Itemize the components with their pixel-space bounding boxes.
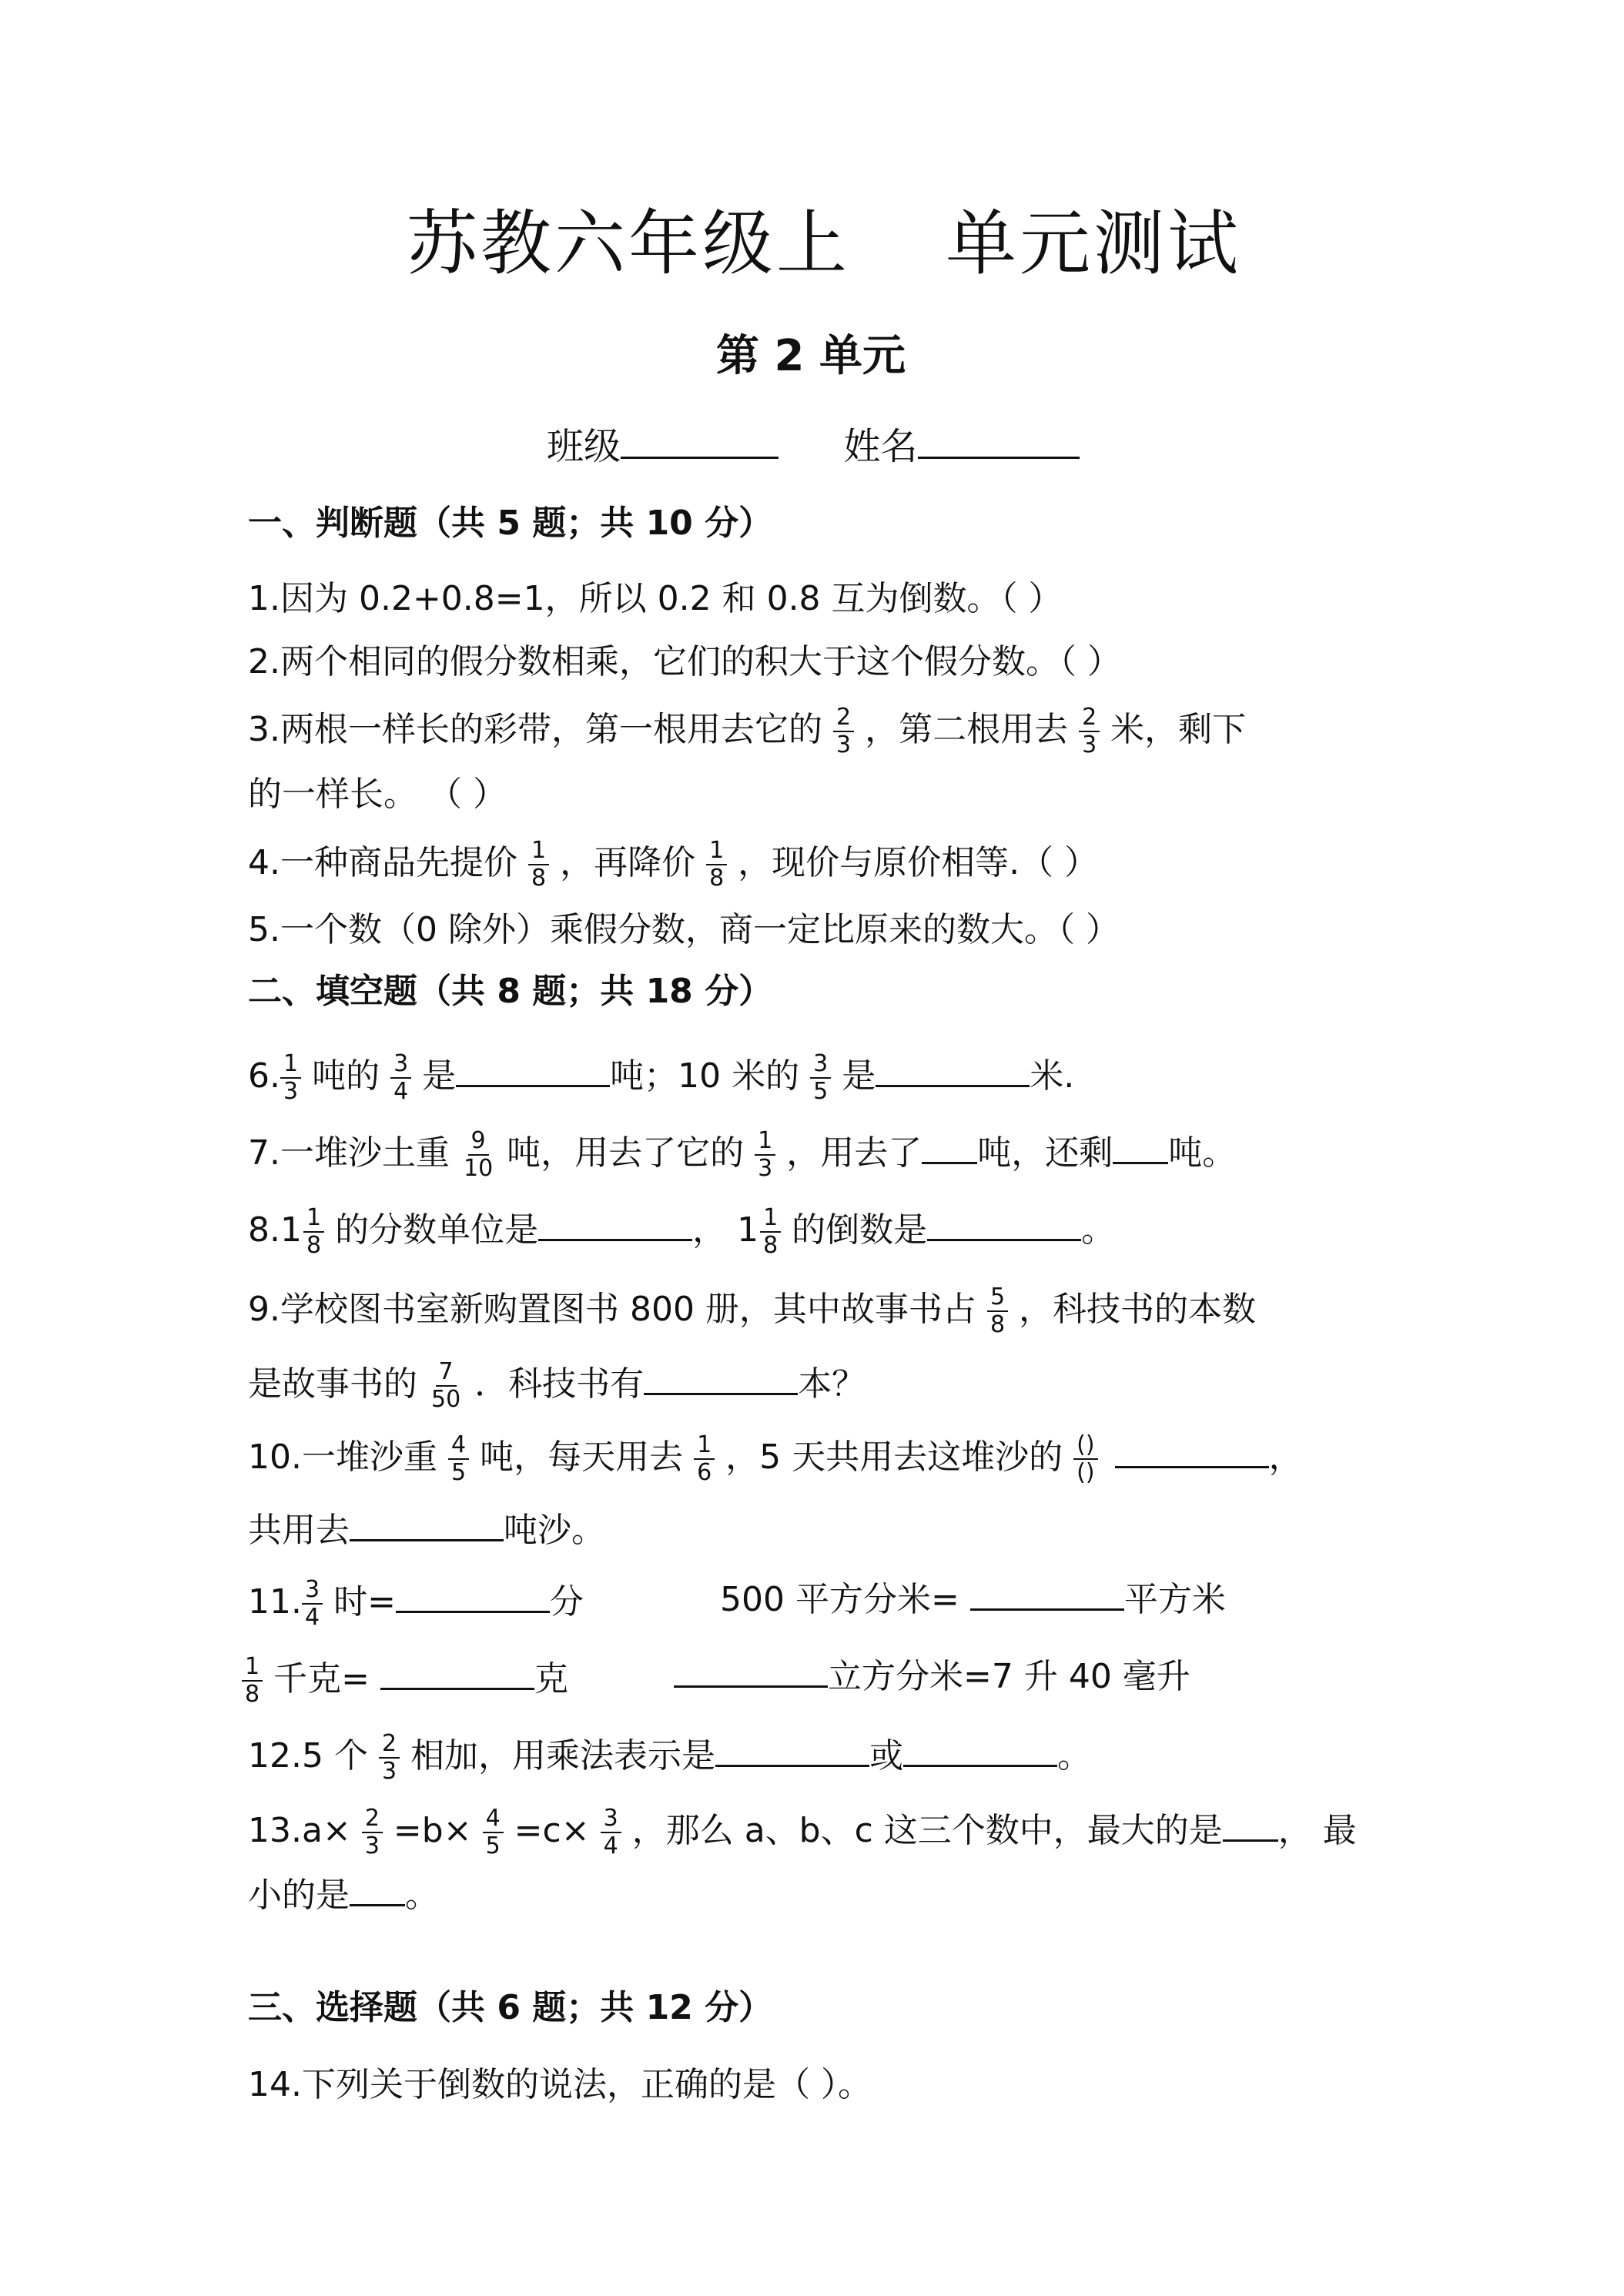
fraction	[362, 1806, 383, 1859]
fraction	[280, 1051, 301, 1105]
numerator: 1	[760, 1205, 781, 1233]
q9-text-c: 是故事书的	[248, 1364, 417, 1404]
denominator: ()	[1077, 1459, 1095, 1486]
q3-text-c: 米，剩下	[1110, 710, 1247, 749]
q13-text-a: 13.a×	[248, 1811, 351, 1850]
q10-text-c: ，5 天共用去这堆沙的	[725, 1438, 1063, 1477]
q11-text-a: 11.	[248, 1582, 302, 1622]
q4-text-b: ，再降价	[560, 843, 696, 882]
denominator: 8	[989, 1311, 1006, 1338]
q10-text-e: 共用去	[248, 1511, 350, 1550]
denominator: 5	[450, 1459, 467, 1486]
fraction	[379, 1731, 400, 1785]
answer-blank[interactable]	[922, 1131, 977, 1164]
question-11	[248, 1577, 584, 1631]
answer-blank[interactable]	[456, 1054, 610, 1087]
q11-text-c: 分	[549, 1582, 584, 1622]
fraction	[601, 1806, 621, 1859]
question-9-cont	[248, 1359, 866, 1413]
question-11-mass	[242, 1654, 568, 1708]
denominator: 50	[431, 1386, 461, 1413]
q7-text-b: 吨，用去了它的	[507, 1133, 745, 1173]
question-13-cont	[248, 1873, 439, 1919]
question-8	[248, 1205, 1115, 1259]
numerator: 1	[694, 1432, 715, 1460]
q12-text-c: 或	[869, 1736, 904, 1776]
q8-text-e: 。	[1081, 1210, 1116, 1250]
denominator: 5	[485, 1832, 501, 1859]
q3-text-a: 3.两根一样长的彩带，第一根用去它的	[248, 710, 822, 749]
answer-blank[interactable]	[715, 1734, 869, 1767]
q13-text-c: =c×	[514, 1811, 590, 1850]
fraction	[460, 1128, 496, 1182]
answer-blank[interactable]	[644, 1362, 798, 1395]
numerator: 7	[436, 1359, 457, 1387]
answer-blank[interactable]	[876, 1054, 1030, 1087]
q13-text-d: ，那么 a、b、c 这三个数中，最大的是	[631, 1811, 1223, 1850]
q8-text-d: 的倒数是	[792, 1210, 928, 1250]
class-name-line	[547, 423, 1080, 470]
denominator: 8	[709, 865, 725, 892]
question-2: 2.两个相同的假分数相乘，它们的积大于这个假分数。（ ）	[248, 642, 1121, 681]
answer-blank[interactable]	[350, 1873, 405, 1906]
answer-blank[interactable]	[538, 1208, 692, 1241]
q10-text-d: ，	[1268, 1438, 1303, 1477]
question-13	[248, 1806, 1357, 1859]
q10-text-f: 吨沙。	[504, 1511, 605, 1550]
q13-text-f: 小的是	[248, 1876, 350, 1915]
fraction	[448, 1432, 469, 1486]
question-12	[248, 1731, 1091, 1785]
q4-text-c: ，现价与原价相等.（ ）	[738, 843, 1099, 882]
numerator: 9	[468, 1128, 489, 1156]
denominator: 3	[364, 1832, 380, 1859]
numerator: ()	[1073, 1432, 1097, 1460]
q4-text-a: 4.一种商品先提价	[248, 843, 517, 882]
q11-text-b: 时=	[333, 1582, 396, 1622]
fraction	[242, 1654, 263, 1708]
q7-text-d: 吨，还剩	[977, 1133, 1113, 1173]
answer-blank[interactable]	[674, 1655, 828, 1688]
question-5: 5.一个数（0 除外）乘假分数，商一定比原来的数大。（ ）	[248, 910, 1120, 949]
title-right: 单元测试	[946, 202, 1242, 285]
question-9	[248, 1284, 1256, 1338]
q6-text-f: 米.	[1030, 1056, 1075, 1096]
fraction	[706, 838, 727, 892]
section-3-heading: 三、选择题（共 6 题；共 12 分）	[248, 1988, 773, 2027]
numerator: 1	[755, 1128, 775, 1156]
q10-text-a: 10.一堆沙重	[248, 1438, 437, 1477]
q9-text-e: 本？	[798, 1364, 866, 1404]
denominator: 5	[813, 1078, 829, 1105]
question-3-cont: 的一样长。 （ ）	[248, 775, 507, 814]
q12-text-d: 。	[1057, 1736, 1092, 1776]
answer-blank[interactable]	[350, 1508, 504, 1541]
numerator: 4	[448, 1432, 469, 1460]
subtitle: 第 2 单元	[716, 331, 906, 381]
section-1-heading: 一、判断题（共 5 题；共 10 分）	[248, 504, 773, 543]
answer-blank[interactable]	[903, 1734, 1057, 1767]
question-3	[248, 705, 1246, 758]
denominator: 3	[758, 1155, 773, 1182]
numerator: 1	[280, 1051, 301, 1079]
numerator: 3	[601, 1806, 621, 1833]
q6-text-a: 6.	[248, 1056, 280, 1096]
fraction	[1073, 1432, 1097, 1486]
numerator: 1	[303, 1205, 324, 1233]
q13-text-b: =b×	[393, 1811, 472, 1850]
fraction	[483, 1806, 504, 1859]
fraction	[987, 1284, 1008, 1338]
denominator: 3	[283, 1078, 299, 1105]
question-10	[248, 1432, 1303, 1486]
q8-text-a: 8.1	[248, 1210, 302, 1250]
denominator: 6	[697, 1459, 712, 1486]
fraction	[1079, 705, 1100, 758]
numerator: 1	[242, 1654, 263, 1682]
denominator: 8	[245, 1681, 260, 1708]
question-4	[248, 838, 1098, 892]
q11-text-f: 千克=	[273, 1659, 380, 1699]
answer-blank[interactable]	[927, 1208, 1081, 1241]
answer-blank[interactable]	[1113, 1131, 1168, 1164]
numerator: 3	[810, 1051, 831, 1079]
numerator: 1	[706, 838, 727, 865]
q8-text-b: 的分数单位是	[335, 1210, 539, 1250]
question-11-area	[720, 1577, 1226, 1623]
question-11-volume	[674, 1654, 1190, 1700]
fraction	[694, 1432, 715, 1486]
class-blank[interactable]	[621, 426, 779, 459]
q11-text-e: 平方米	[1123, 1580, 1226, 1619]
question-7	[248, 1128, 1236, 1182]
numerator: 5	[987, 1284, 1008, 1312]
q9-text-b: ，科技书的本数	[1019, 1290, 1257, 1329]
q12-text-b: 相加，用乘法表示是	[410, 1736, 716, 1776]
q7-text-a: 7.一堆沙土重	[248, 1133, 450, 1173]
question-6	[248, 1051, 1074, 1105]
q6-text-b: 吨的	[312, 1056, 380, 1096]
numerator: 3	[302, 1577, 323, 1605]
q6-text-d: 吨；10 米的	[610, 1056, 800, 1096]
denominator: 8	[306, 1232, 322, 1259]
fraction	[760, 1205, 781, 1259]
denominator: 4	[603, 1832, 618, 1859]
section-2-heading: 二、填空题（共 8 题；共 18 分）	[248, 972, 773, 1011]
q7-text-e: 吨。	[1168, 1133, 1237, 1173]
name-label: 姓名	[843, 425, 918, 468]
fraction	[302, 1577, 323, 1631]
answer-blank[interactable]	[396, 1580, 550, 1613]
fraction	[755, 1128, 775, 1182]
denominator: 8	[763, 1232, 779, 1259]
answer-blank[interactable]	[970, 1578, 1124, 1611]
q11-text-g: 克	[534, 1659, 568, 1699]
q10-text-b: 吨，每天用去	[480, 1438, 684, 1477]
class-label: 班级	[547, 425, 621, 468]
title-left: 苏教六年级上	[407, 202, 851, 285]
q13-text-e: ， 最	[1277, 1811, 1357, 1850]
q9-text-d: ．科技书有	[474, 1364, 645, 1404]
fraction	[528, 838, 549, 892]
denominator: 4	[304, 1604, 320, 1631]
fraction	[810, 1051, 831, 1105]
numerator: 2	[1079, 705, 1100, 732]
q6-text-e: 是	[842, 1056, 876, 1096]
q13-text-g: 。	[405, 1876, 439, 1915]
q11-text-h: 立方分米=7 升 40 毫升	[828, 1657, 1190, 1696]
denominator: 10	[463, 1155, 494, 1182]
q11-text-d: 500 平方分米=	[720, 1580, 970, 1619]
numerator: 4	[483, 1806, 504, 1833]
answer-blank[interactable]	[1115, 1435, 1269, 1468]
denominator: 3	[1082, 731, 1097, 758]
q6-text-c: 是	[422, 1056, 457, 1096]
numerator: 3	[390, 1051, 411, 1079]
fraction	[303, 1205, 324, 1259]
numerator: 1	[528, 838, 549, 865]
q12-text-a: 12.5 个	[248, 1736, 368, 1776]
numerator: 2	[379, 1731, 400, 1759]
q9-text-a: 9.学校图书室新购置图书 800 册，其中故事书占	[248, 1290, 976, 1329]
denominator: 4	[393, 1078, 409, 1105]
answer-blank[interactable]	[380, 1657, 534, 1690]
denominator: 3	[835, 731, 852, 758]
question-1: 1.因为 0.2+0.8=1，所以 0.2 和 0.8 互为倒数。（ ）	[248, 579, 1063, 618]
q7-text-c: ，用去了	[786, 1133, 922, 1173]
name-blank[interactable]	[918, 426, 1080, 459]
numerator: 2	[362, 1806, 383, 1833]
q8-text-c: ， 1	[692, 1210, 759, 1250]
numerator: 2	[833, 705, 854, 732]
answer-blank[interactable]	[1223, 1809, 1278, 1842]
question-14: 14.下列关于倒数的说法，正确的是（ ）。	[248, 2065, 872, 2104]
denominator: 3	[381, 1758, 397, 1785]
q3-text-b: ，第二根用去	[865, 710, 1069, 749]
fraction	[390, 1051, 411, 1105]
fraction	[833, 705, 854, 758]
question-10-cont	[248, 1508, 605, 1554]
denominator: 8	[531, 865, 547, 892]
fraction	[428, 1359, 464, 1413]
